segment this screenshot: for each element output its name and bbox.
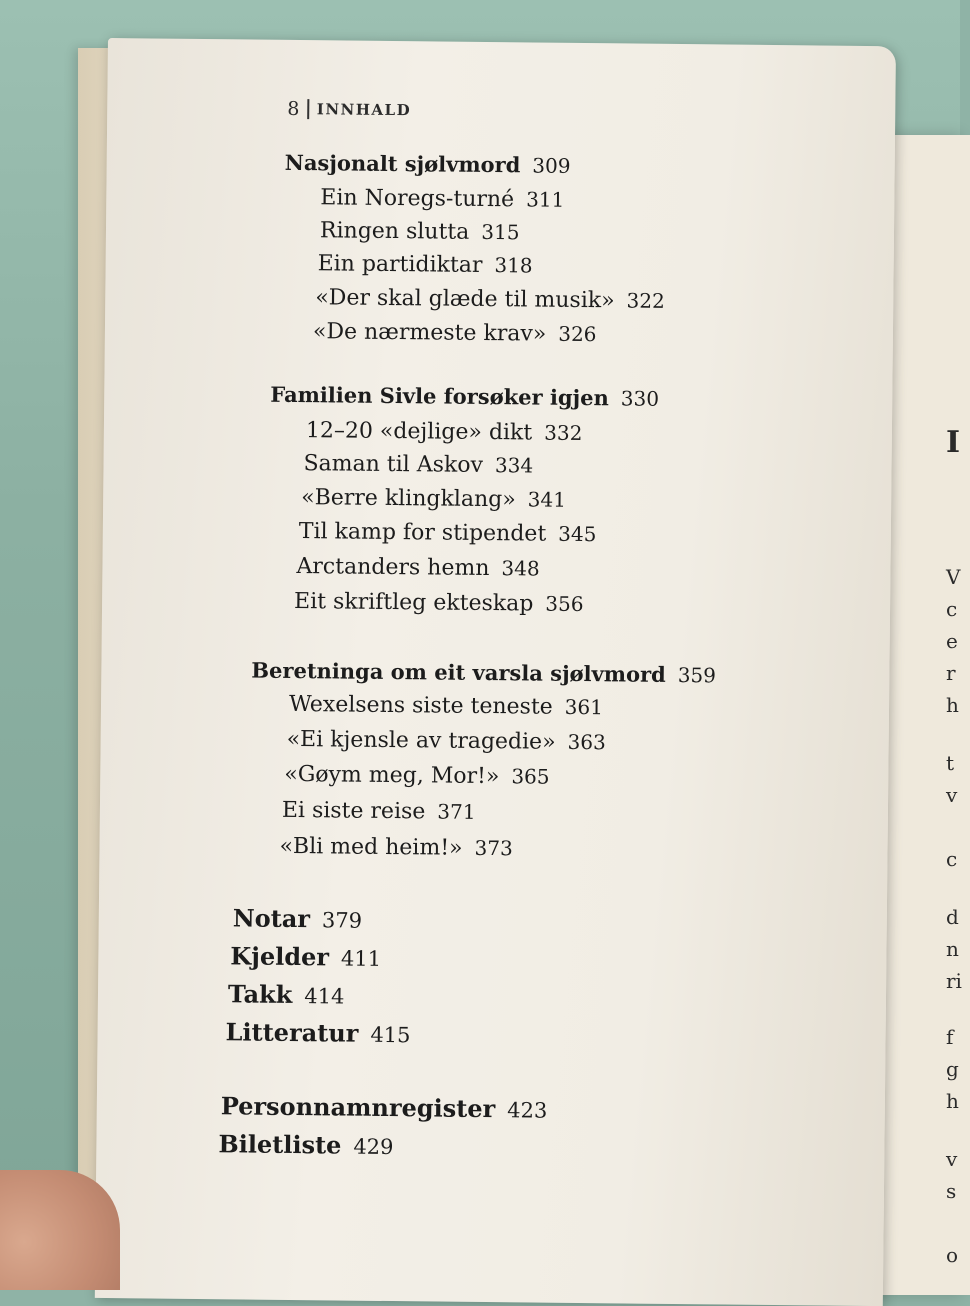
toc-title: «De nærmeste krav» <box>312 319 547 347</box>
toc-page: 326 <box>558 321 597 347</box>
toc-page: 330 <box>620 386 660 411</box>
toc-page: 318 <box>494 253 533 278</box>
toc-title: «Ei kjensle av tragedie» <box>286 726 556 755</box>
facing-page-fragment: v <box>946 1147 958 1171</box>
toc-title: «Berre klingklang» <box>301 485 516 513</box>
toc-title: Arctanders hemn <box>296 554 490 582</box>
facing-page-fragment: g <box>946 1057 959 1081</box>
facing-page-fragment: h <box>946 1089 959 1113</box>
toc-entry <box>296 554 539 582</box>
toc-entry <box>318 251 533 278</box>
toc-page: 365 <box>511 764 550 789</box>
facing-page-fragment: c <box>946 597 958 621</box>
toc-page: 356 <box>545 591 584 617</box>
toc-page: 359 <box>677 663 717 688</box>
toc-title: Ringen slutta <box>319 218 470 245</box>
facing-page-fragment: ri <box>946 969 962 993</box>
toc-entry <box>320 185 564 213</box>
facing-page-fragment: o <box>946 1243 959 1267</box>
facing-page-fragment: d <box>946 905 959 929</box>
toc-title: Beretninga om eit varsla sjølvmord <box>251 657 666 687</box>
toc-title: Wexelsens siste teneste <box>288 691 553 720</box>
toc-back-matter-entry <box>225 1017 410 1048</box>
toc-entry <box>279 834 512 861</box>
toc-page: 345 <box>558 521 597 547</box>
toc-section-heading <box>270 382 659 411</box>
table-of-contents <box>95 38 896 1306</box>
toc-entry <box>287 727 606 755</box>
facing-page-fragment: e <box>946 629 958 653</box>
toc-title: Personnamnregister <box>220 1091 496 1124</box>
toc-page: 309 <box>532 153 571 178</box>
toc-title: Ein partidiktar <box>317 251 483 278</box>
toc-page: 315 <box>481 219 520 245</box>
toc-page: 423 <box>507 1098 548 1123</box>
toc-title: Familien Sivle forsøker igjen <box>270 381 609 411</box>
toc-entry <box>282 798 476 825</box>
toc-title: Takk <box>227 979 293 1009</box>
toc-entry <box>299 519 597 547</box>
toc-title: Ei siste reise <box>281 797 426 825</box>
running-title: INNHALD <box>316 100 412 120</box>
toc-title: Til kamp for stipendet <box>298 519 547 547</box>
toc-page: 415 <box>370 1022 411 1048</box>
toc-page: 414 <box>304 984 345 1009</box>
facing-page-fragment: h <box>946 693 959 717</box>
facing-page <box>880 135 970 1295</box>
facing-page-fragment: V <box>946 565 961 589</box>
facing-page-fragment: r <box>946 661 956 685</box>
toc-entry <box>320 218 520 245</box>
toc-entry <box>306 418 583 446</box>
toc-section-heading <box>285 150 571 178</box>
page-number: 8 <box>287 97 300 121</box>
toc-page: 348 <box>501 556 540 581</box>
toc-entry <box>301 485 566 513</box>
toc-page: 341 <box>527 487 567 512</box>
facing-page-fragment: c <box>946 847 958 871</box>
toc-title: 12–20 «dejlige» dikt <box>305 418 533 446</box>
toc-entry <box>289 692 603 720</box>
book-page <box>95 38 896 1306</box>
toc-page: 363 <box>567 729 606 755</box>
toc-title: Notar <box>232 903 311 934</box>
toc-entry <box>315 285 665 314</box>
toc-page: 334 <box>494 453 534 478</box>
toc-entry <box>284 762 550 790</box>
facing-page-fragment: t <box>946 751 955 775</box>
toc-page: 322 <box>626 288 665 313</box>
toc-title: Ein Noregs-turné <box>320 185 515 213</box>
toc-title: «Der skal glæde til musik» <box>315 285 615 314</box>
facing-page-fragment: f <box>946 1025 954 1049</box>
toc-page: 311 <box>526 187 565 212</box>
toc-title: Nasjonalt sjølvmord <box>284 149 521 178</box>
toc-page: 332 <box>544 420 583 445</box>
toc-title: Litteratur <box>225 1017 359 1048</box>
toc-page: 411 <box>340 946 382 971</box>
toc-page: 373 <box>474 835 513 861</box>
toc-page: 371 <box>437 799 476 824</box>
toc-title: Kjelder <box>230 941 330 972</box>
toc-page: 379 <box>321 908 363 933</box>
toc-section-heading <box>251 658 716 688</box>
facing-page-fragment: n <box>946 937 959 961</box>
toc-entry <box>294 589 584 617</box>
facing-page-fragment: v <box>946 783 958 807</box>
toc-index-entry <box>218 1129 393 1160</box>
toc-back-matter-entry <box>228 979 345 1009</box>
thumb <box>0 1170 120 1290</box>
toc-page: 429 <box>353 1134 394 1160</box>
toc-title: «Bli med heim!» <box>279 833 463 861</box>
toc-title: «Gøym meg, Mor!» <box>284 761 500 790</box>
toc-page: 361 <box>564 694 604 720</box>
toc-title: Biletliste <box>218 1129 342 1160</box>
toc-back-matter-entry <box>230 941 381 972</box>
facing-page-fragment: s <box>946 1179 957 1203</box>
toc-entry <box>303 451 533 478</box>
toc-title: Saman til Askov <box>303 451 484 478</box>
facing-page-fragment: I <box>946 425 961 460</box>
toc-entry <box>313 319 597 347</box>
toc-back-matter-entry <box>233 903 363 933</box>
toc-index-entry <box>221 1091 548 1123</box>
toc-title: Eit skriftleg ekteskap <box>293 588 534 617</box>
